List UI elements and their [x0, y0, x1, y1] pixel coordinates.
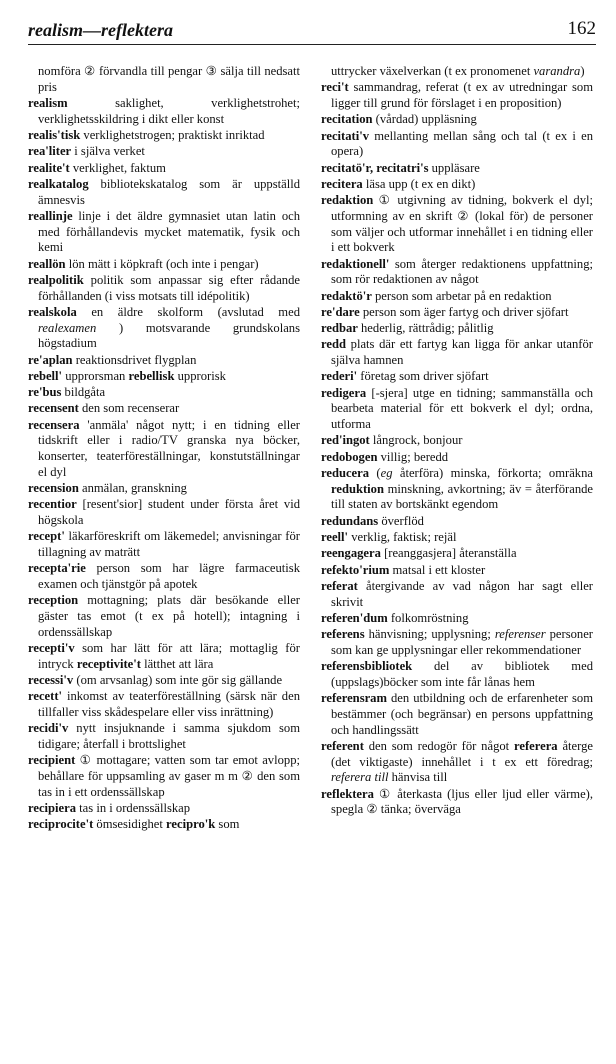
- entry-text: mellanting mellan sång och tal (t ex i en opera): [331, 128, 593, 159]
- dictionary-entry: [321, 112, 593, 128]
- headword: recipient: [28, 753, 76, 768]
- dictionary-entry: [321, 563, 593, 579]
- headword: recitatö'r, recitatri's: [321, 160, 429, 175]
- entry-text: läkarföreskrift om läkemedel; anvisningar för tillagning av maträtt: [38, 529, 300, 560]
- entry-text: återge (det viktigaste) innehållet i t ex ett föredrag;: [331, 738, 593, 769]
- headword: reengagera: [321, 546, 381, 561]
- entry-text: hänvisning; upplysning;: [364, 627, 495, 642]
- dictionary-entry: [321, 177, 593, 193]
- dictionary-entry: [321, 787, 593, 818]
- headword: recept': [28, 529, 65, 544]
- dictionary-entry: [28, 273, 300, 304]
- headword: redaktion: [321, 193, 374, 208]
- entry-text: (: [369, 466, 381, 481]
- dictionary-entry: [28, 64, 300, 95]
- dictionary-entry: [321, 305, 593, 321]
- running-head: realism—reflektera: [28, 20, 173, 40]
- headword: referensram: [321, 691, 387, 706]
- dictionary-entry: [321, 659, 593, 690]
- headword: recidi'v: [28, 721, 69, 736]
- entry-text: (om arvsanlag) som inte gör sig gällande: [73, 673, 283, 688]
- entry-text: ) motsvarande grundskolans högstadium: [38, 320, 300, 351]
- entry-text: anmälan, granskning: [78, 481, 187, 496]
- dictionary-entry: [28, 673, 300, 689]
- entry-text: saklighet, verklighetstrohet; verklighetsskildring i dikt eller konst: [38, 96, 300, 126]
- headword: reducera: [321, 466, 370, 481]
- entry-text: återföra) minska, förkorta; omräkna: [392, 466, 593, 481]
- entry-text: (vårdad) uppläsning: [372, 112, 477, 127]
- headword: recipiera: [28, 801, 77, 816]
- dictionary-entry: [28, 144, 300, 160]
- entry-text: personer som kan ge upplysningar eller rekommendationer: [331, 627, 593, 657]
- headword: reflektera: [321, 786, 374, 801]
- headword: realism: [28, 96, 68, 110]
- dictionary-entry: [28, 721, 300, 752]
- dictionary-entry: [28, 593, 300, 640]
- entry-text: i själva verket: [71, 144, 145, 159]
- entry-text: [resent'sior] student under första året vid högskola: [38, 497, 300, 528]
- left-column: [28, 64, 300, 834]
- entry-text: [-sjera] utge en tidning; sammanställa och bearbeta material för ett bokverk el dyl; ordna, utforma: [331, 385, 593, 432]
- headword: referent: [321, 738, 364, 753]
- headword: rederi': [321, 369, 358, 384]
- dictionary-entry: [28, 161, 300, 177]
- dictionary-entry: [321, 433, 593, 449]
- headword: redobogen: [321, 449, 378, 464]
- entry-text: inkomst av teaterföreställning (särsk när den tillfaller viss skådespelare eller viss inrättning): [38, 689, 300, 720]
- page-header: [28, 14, 596, 45]
- headword: redaktionell': [321, 256, 390, 271]
- headword: recitera: [321, 176, 363, 191]
- entry-text: del av bibliotek med (uppslags)böcker som inte får lånas hem: [331, 659, 593, 689]
- entry-text: nomföra ② förvandla till pengar ③ sälja till nedsatt pris: [38, 64, 300, 94]
- dictionary-entry: [321, 466, 593, 513]
- headword: referens: [321, 627, 365, 642]
- italic-term: varandra: [533, 64, 581, 78]
- headword: recepti'v: [28, 641, 75, 656]
- headword: refekto'rium: [321, 562, 390, 577]
- headword: reci't: [321, 80, 349, 95]
- entry-text: bildgåta: [61, 385, 106, 400]
- headword: referen'dum: [321, 610, 388, 625]
- headword: redigera: [321, 385, 367, 400]
- entry-text: verklighet, faktum: [69, 160, 166, 175]
- headword: realis'tisk: [28, 128, 81, 142]
- entry-text: som har lätt för att lära; mottaglig för intryck: [38, 641, 300, 671]
- entry-text: tas in i ordenssällskap: [76, 801, 191, 816]
- dictionary-entry: [28, 177, 300, 208]
- dictionary-entry: [321, 257, 593, 288]
- entry-text: uttrycker växelverkan (t ex pronomenet: [331, 64, 534, 78]
- entry-text: reaktionsdrivet flygplan: [72, 352, 197, 367]
- entry-text: sammandrag, referat (t ex av utredningar som ligger till grund för förslaget i en proposition): [331, 80, 593, 110]
- entry-text: person som äger fartyg och driver sjöfart: [359, 304, 569, 319]
- dictionary-entry: [28, 689, 300, 720]
- italic-term: eg: [380, 466, 393, 481]
- headword: recension: [28, 481, 79, 496]
- headword: reallön: [28, 256, 66, 271]
- dictionary-entry: [321, 337, 593, 368]
- entry-text: ömsesidighet: [93, 817, 167, 832]
- headword: re'bus: [28, 385, 62, 400]
- dictionary-entry: [28, 128, 300, 144]
- headword: recepta'rie: [28, 561, 86, 576]
- dictionary-entry: [321, 627, 593, 658]
- dictionary-entry: [28, 641, 300, 672]
- entry-text: bibliotekskatalog som är uppställd ämnesvis: [38, 176, 300, 207]
- entry-text: [reanggasjera] återanställa: [380, 546, 517, 561]
- headword: recitation: [321, 112, 373, 127]
- entry-text: upprorsman: [62, 368, 129, 383]
- entry-text: en äldre skolform (avslutad med: [76, 304, 300, 319]
- dictionary-entry: [28, 369, 300, 385]
- dictionary-entry: [321, 546, 593, 562]
- headword: recensent: [28, 401, 79, 416]
- entry-text: den utbildning och de erfarenheter som bestämmer (och begränsar) en persons uppfattning och handlingssätt: [331, 691, 593, 737]
- dictionary-entry: [28, 497, 300, 528]
- entry-text: mottagning; plats där besökande eller gäster tas emot (t ex på hotell); intagning i ordenssällskap: [38, 593, 300, 639]
- dictionary-entry: [28, 817, 300, 833]
- sub-headword: referera: [514, 738, 558, 753]
- headword: redundans: [321, 513, 379, 528]
- entry-text: linje i det äldre gymnasiet utan latin och med förhållandevis mycket matematik, fysik och kemi: [38, 208, 300, 255]
- sub-headword: reduktion: [331, 481, 384, 496]
- entry-text: ① utgivning av tidning, bokverk el dyl; utformning av en skrift ② (lokal för) de personer som väljer och utformar innehållet i en tidning eller i ett bokverk: [331, 193, 593, 255]
- headword: reell': [321, 530, 349, 545]
- dictionary-entry: [321, 386, 593, 433]
- dictionary-entry: [28, 257, 300, 273]
- entry-text: minskning, avkortning; äv = återförande till staten av bortskänkt egendom: [331, 481, 593, 512]
- dictionary-entry: [28, 353, 300, 369]
- entry-text: lön mätt i köpkraft (och inte i pengar): [65, 256, 259, 271]
- dictionary-entry: [321, 321, 593, 337]
- dictionary-entry: [28, 529, 300, 560]
- entry-text: ): [580, 64, 585, 78]
- dictionary-entry: [28, 481, 300, 497]
- entry-text: ① mottagare; vatten som tar emot avlopp; behållare för uppsamling av gaser m m ② den som tas in i ett ordenssällskap: [38, 753, 300, 799]
- entry-text: person som har lägre farmaceutisk examen och tjänstgör på apotek: [38, 561, 300, 592]
- entry-text: hänvisa till: [388, 770, 448, 785]
- dictionary-entry: [28, 801, 300, 817]
- dictionary-entry: [321, 514, 593, 530]
- dictionary-entry: [321, 129, 593, 160]
- headword: recitati'v: [321, 128, 370, 143]
- headword: re'dare: [321, 304, 360, 319]
- entry-text: läsa upp (t ex en dikt): [362, 176, 476, 191]
- headword: re'aplan: [28, 352, 73, 367]
- entry-text: återgivande av vad någon har sagt eller skrivit: [331, 578, 593, 609]
- dictionary-entry: [321, 579, 593, 610]
- italic-term: referera till: [331, 770, 389, 785]
- headword: realite't: [28, 160, 70, 175]
- dictionary-entry: [28, 418, 300, 481]
- entry-text: verklighetstrogen; praktiskt inriktad: [80, 128, 265, 142]
- entry-text: politik som anpassar sig efter rådande förhållanden (i viss motsats till idépolitik): [38, 272, 300, 303]
- entry-text: företag som driver sjöfart: [357, 369, 489, 384]
- headword: realpolitik: [28, 272, 84, 287]
- entry-text: som återger redaktionens uppfattning; som rör redaktionen av något: [331, 256, 593, 287]
- dictionary-entry: [28, 561, 300, 592]
- headword: recessi'v: [28, 673, 74, 688]
- dictionary-entry: [321, 193, 593, 256]
- dictionary-entry: [28, 96, 300, 127]
- entry-text: uppläsare: [428, 160, 480, 175]
- headword: redaktö'r: [321, 288, 372, 303]
- dictionary-entry: [28, 401, 300, 417]
- dictionary-entry: [321, 64, 593, 80]
- entry-text: nytt insjuknande i samma sjukdom som tidigare; återfall i brottslighet: [38, 721, 300, 752]
- headword: reciprocite't: [28, 817, 94, 832]
- dictionary-entry: [321, 80, 593, 111]
- headword: recett': [28, 689, 63, 704]
- dictionary-entry: [321, 739, 593, 786]
- headword: reception: [28, 593, 79, 608]
- entry-text: upprorisk: [174, 368, 226, 383]
- entry-text: folkomröstning: [387, 610, 469, 625]
- page-number: 162: [567, 18, 596, 39]
- headword: red'ingot: [321, 433, 370, 448]
- entry-text: hederlig, rättrådig; pålitlig: [357, 321, 494, 336]
- dictionary-entry: [28, 753, 300, 800]
- sub-headword: recipro'k: [166, 817, 216, 832]
- headword: referat: [321, 578, 358, 593]
- headword: realkatalog: [28, 176, 89, 191]
- dictionary-entry: [321, 691, 593, 738]
- headword: rea'liter: [28, 144, 72, 159]
- entry-text: matsal i ett kloster: [389, 562, 486, 577]
- headword: redbar: [321, 321, 358, 336]
- sub-headword: rebellisk: [128, 368, 175, 383]
- entry-text: verklig, faktisk; rejäl: [348, 530, 457, 545]
- headword: referensbibliotek: [321, 659, 413, 674]
- entry-text: den som redogör för något: [363, 738, 515, 753]
- headword: recensera: [28, 417, 80, 432]
- headword: recentior: [28, 497, 77, 512]
- headword: redd: [321, 337, 346, 352]
- dictionary-entry: [321, 289, 593, 305]
- dictionary-entry: [321, 369, 593, 385]
- entry-text: plats där ett fartyg kan ligga för ankar utanför själva hamnen: [331, 337, 593, 368]
- dictionary-entry: [321, 161, 593, 177]
- entry-text: lätthet att lära: [140, 656, 214, 671]
- dictionary-entry: [321, 530, 593, 546]
- entry-text: ① återkasta (ljus eller ljud eller värme), spegla ② tänka; överväga: [331, 786, 593, 817]
- right-column: [321, 64, 593, 819]
- entry-text: långrock, bonjour: [369, 433, 463, 448]
- entry-text: 'anmäla' något nytt; i en tidning eller tidskrift eller i radio/TV granska nya böcker, konserter, teaterföreställningar, konstutställningar el dyl: [38, 417, 300, 479]
- italic-term: realexamen: [38, 320, 97, 335]
- italic-term: referenser: [494, 627, 546, 642]
- entry-text: person som arbetar på en redaktion: [371, 288, 552, 303]
- dictionary-entry: [28, 385, 300, 401]
- dictionary-entry: [28, 209, 300, 256]
- sub-headword: receptivite't: [76, 656, 141, 671]
- headword: rebell': [28, 368, 63, 383]
- dictionary-entry: [321, 450, 593, 466]
- entry-text: den som recenserar: [78, 401, 180, 416]
- entry-text: som: [215, 817, 240, 832]
- headword: reallinje: [28, 208, 73, 223]
- entry-text: villig; beredd: [377, 449, 449, 464]
- headword: realskola: [28, 304, 77, 319]
- entry-text: överflöd: [378, 513, 424, 528]
- dictionary-entry: [28, 305, 300, 352]
- dictionary-entry: [321, 611, 593, 627]
